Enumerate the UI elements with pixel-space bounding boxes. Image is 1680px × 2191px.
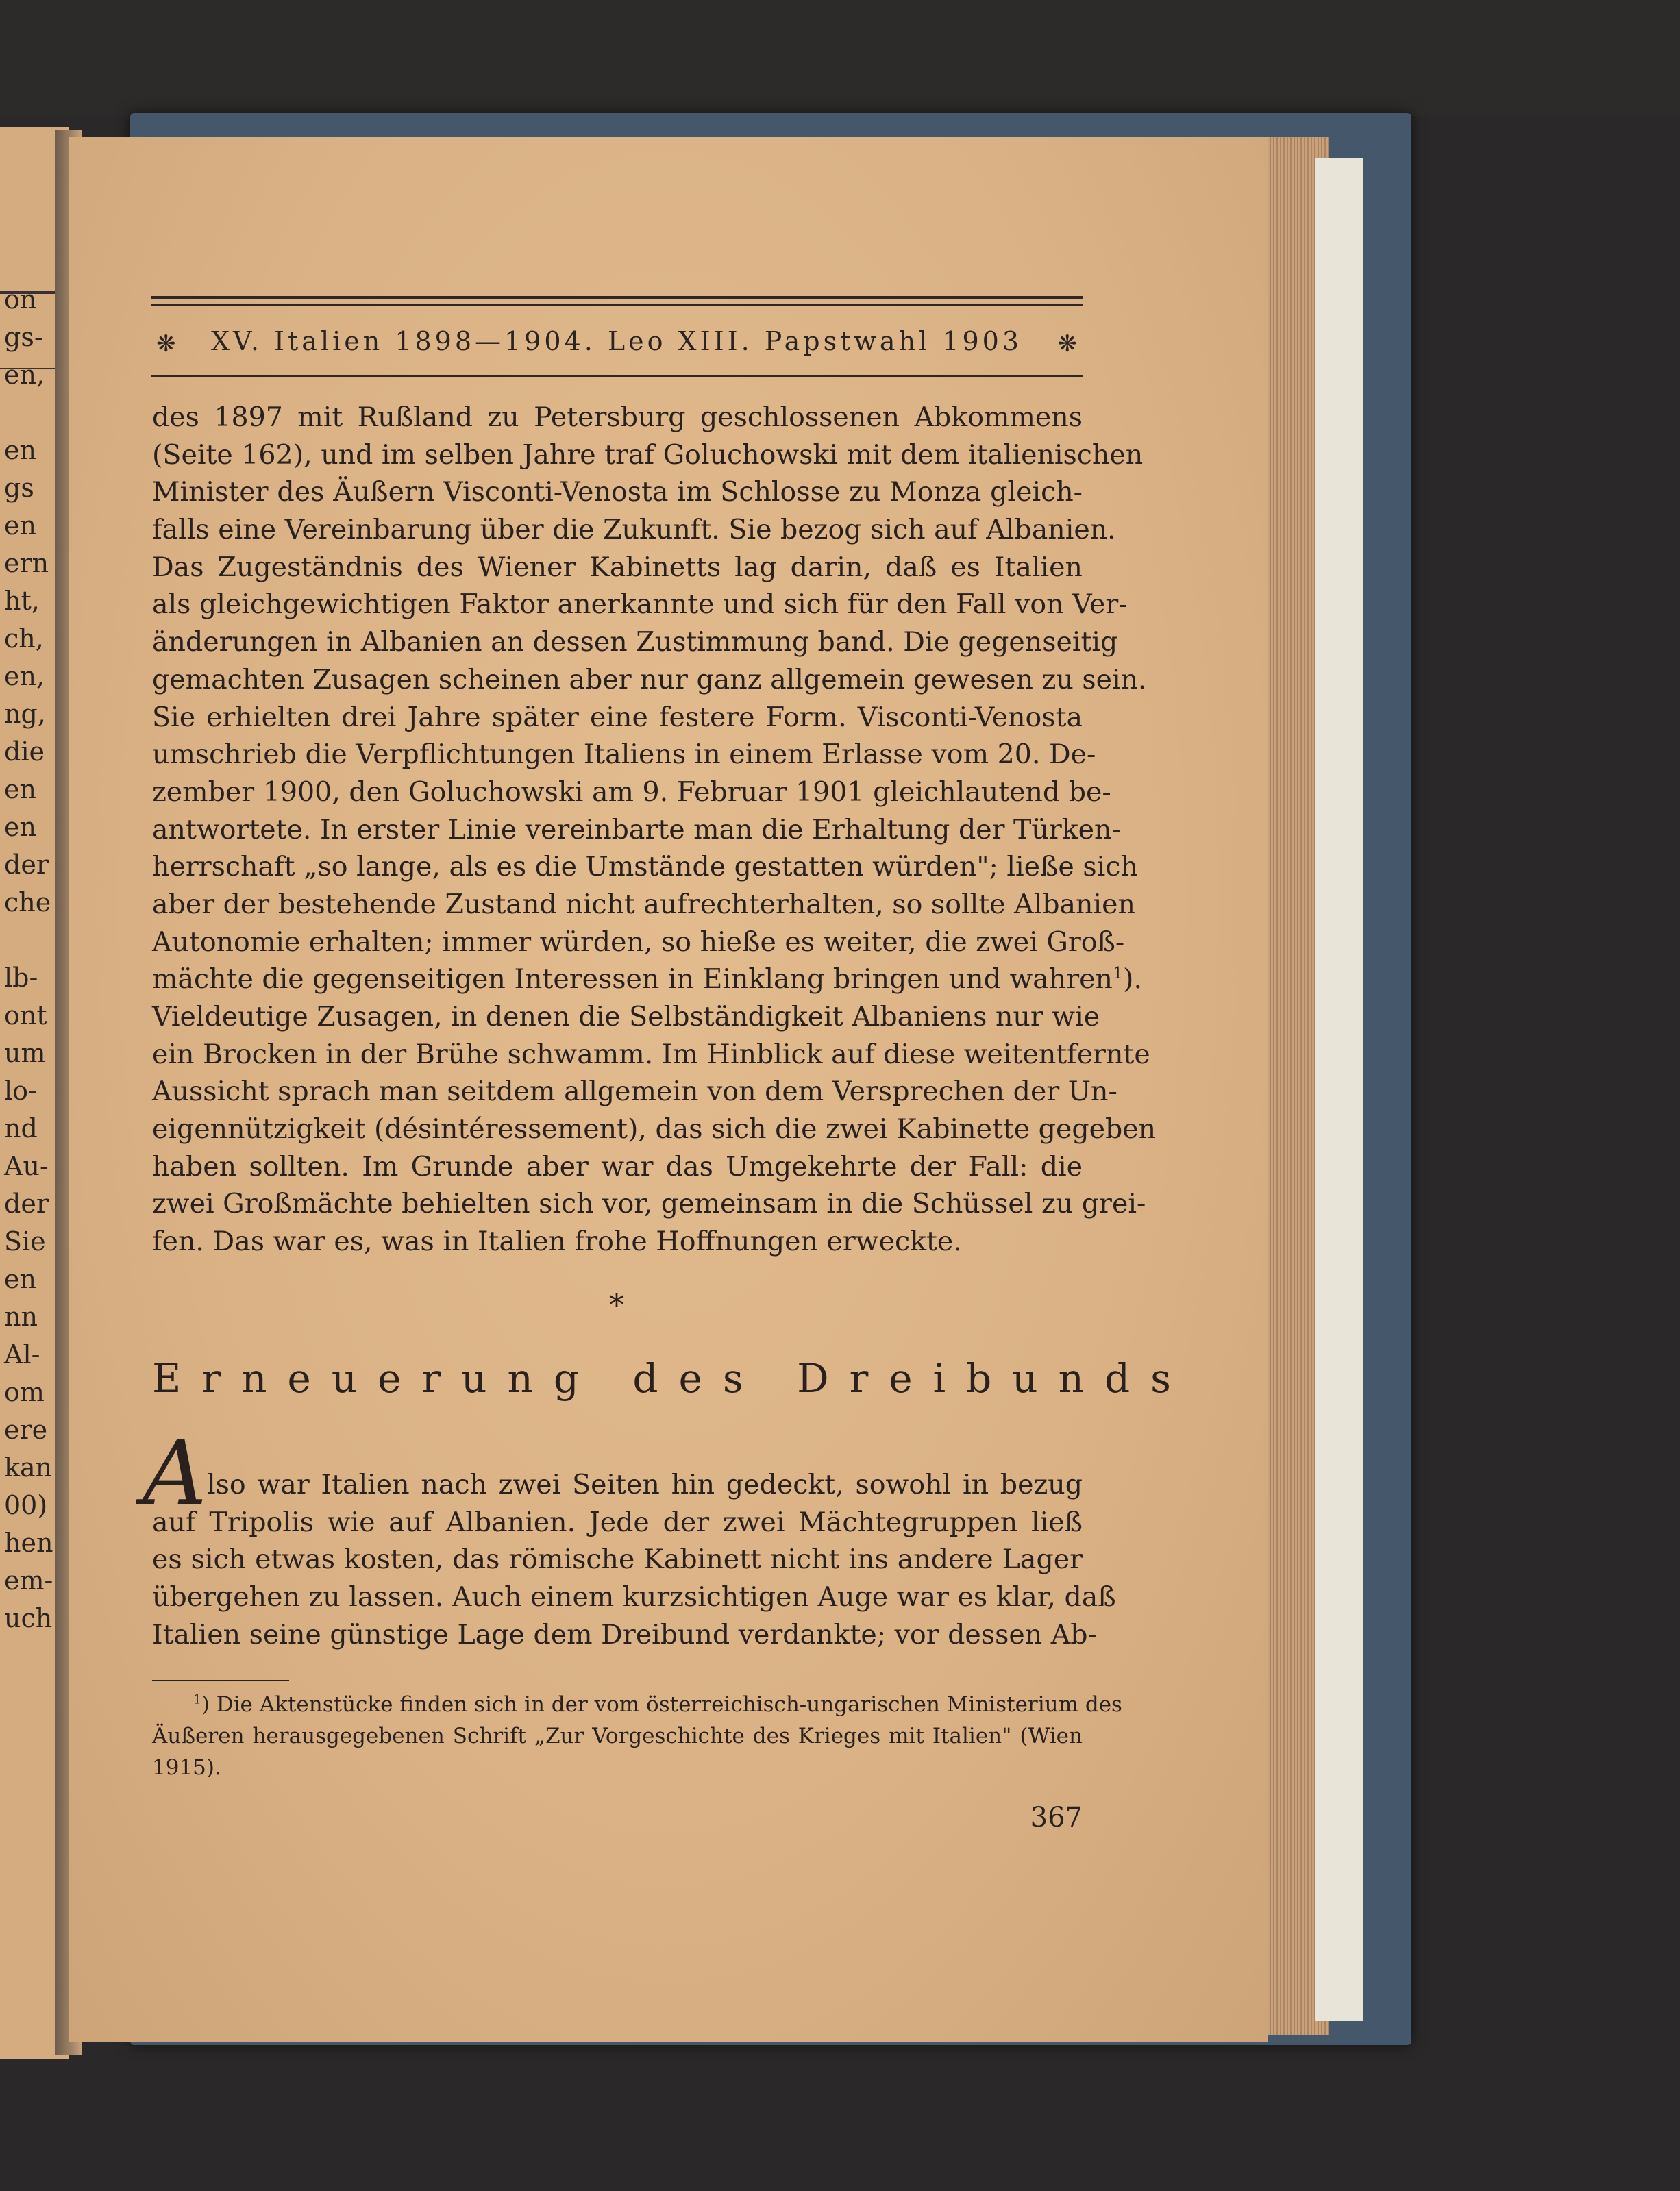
left-page-text-fragment: gs- (4, 322, 43, 352)
text-fragment: mächte die gegenseitigen Interessen in Einklang bringen und wahren (152, 963, 1113, 995)
text-line: übergehen zu lassen. Auch einem kurzsichtigen Auge war es klar, daß (152, 1581, 1116, 1613)
text-line: Vieldeutige Zusagen, in denen die Selbständigkeit Albaniens nur wie (152, 1001, 1100, 1032)
header-rule (151, 304, 1083, 306)
section-heading: Erneuerung des Dreibunds (152, 1355, 1191, 1402)
text-line: zwei Großmächte behielten sich vor, gemeinsam in die Schüssel zu grei- (152, 1188, 1146, 1220)
header-ornament-left: ❋ (156, 330, 176, 358)
left-page-text-fragment: die (4, 736, 45, 767)
left-page-text-fragment: Al- (4, 1339, 40, 1370)
text-line: fen. Das war es, was in Italien frohe Hoffnungen erweckte. (152, 1226, 962, 1258)
text-line: umschrieb die Verpflichtungen Italiens in einem Erlasse vom 20. De- (152, 739, 1096, 771)
left-page-text-fragment: uch (4, 1603, 53, 1633)
text-line: des 1897 mit Rußland zu Petersburg geschlossenen Abkommens (152, 401, 1083, 433)
footnote-line: Äußeren herausgegebenen Schrift „Zur Vorgeschichte des Krieges mit Italien" (Wien (152, 1724, 1083, 1748)
running-header (151, 296, 1083, 382)
text-line: (Seite 162), und im selben Jahre traf Goluchowski mit dem italienischen (152, 438, 1144, 471)
paragraph-2 (152, 1466, 1116, 1653)
text-line: haben sollten. Im Grunde aber war das Umgekehrte der Fall: die (152, 1150, 1083, 1183)
text-line: änderungen in Albanien an dessen Zustimmung band. Die gegenseitig (152, 626, 1118, 658)
text-line: lso war Italien nach zwei Seiten hin gedeckt, sowohl in bezug (207, 1469, 1083, 1500)
left-page-text-fragment: ng, (4, 699, 46, 729)
left-page-text-fragment: en (4, 510, 36, 541)
text-line: eigennützigkeit (désintéressement), das sich die zwei Kabinette gegeben (152, 1113, 1157, 1146)
footnote-ref-suffix: ). (1123, 963, 1142, 995)
left-page-text-fragment: ch, (4, 623, 44, 654)
footnote-line (152, 1689, 1122, 1720)
left-page-text-fragment: kan (4, 1452, 53, 1483)
left-page-text-fragment: der (4, 1189, 49, 1219)
backdrop (0, 0, 1680, 116)
text-line: antwortete. In erster Linie vereinbarte man die Erhaltung der Türken- (152, 813, 1121, 845)
left-page-text-fragment: on (4, 284, 37, 314)
left-page-text-fragment: em- (4, 1565, 53, 1596)
text-line: Das Zugeständnis des Wiener Kabinetts lag darin, daß es Italien (152, 551, 1083, 583)
footnote-line: 1915). (152, 1755, 221, 1780)
left-page-text-fragment: ht, (4, 586, 40, 616)
text-line: Autonomie erhalten; immer würden, so hieße es weiter, die zwei Groß- (152, 926, 1125, 958)
paragraph-1 (152, 399, 1157, 1261)
section-divider-star: * (609, 1288, 624, 1323)
left-page-text-fragment: en (4, 812, 36, 842)
text-line: herrschaft „so lange, als es die Umstände gestatten würden"; ließe sich (152, 851, 1138, 883)
left-page-text-fragment: hen (4, 1528, 53, 1558)
text-line: Italien seine günstige Lage dem Dreibund verdankte; vor dessen Ab- (152, 1618, 1097, 1650)
left-page-text-fragment: gs (4, 473, 34, 503)
text-line: es sich etwas kosten, das römische Kabinett nicht ins andere Lager (152, 1544, 1083, 1576)
header-rule (151, 296, 1083, 299)
left-page-text-fragment: Au- (4, 1151, 49, 1181)
text-line: Sie erhielten drei Jahre später eine festere Form. Visconti-Venosta (152, 701, 1083, 733)
left-page-text-fragment: ere (4, 1415, 48, 1445)
left-page-text-fragment: en (4, 435, 36, 465)
left-page-text-fragment: ont (4, 1000, 47, 1030)
left-page-text-fragment: en (4, 774, 36, 804)
text-line: ein Brocken in der Brühe schwamm. Im Hinblick auf diese weitentfernte (152, 1038, 1150, 1070)
left-page-text-fragment: lb- (4, 963, 38, 993)
left-page-text-fragment: en (4, 1264, 36, 1294)
left-page-text-fragment: en, (4, 360, 45, 390)
drop-cap: A (143, 1421, 207, 1525)
left-page-text-fragment: nd (4, 1113, 38, 1143)
left-page-text-fragment: der (4, 850, 49, 880)
footnote-marker: 1 (193, 1692, 201, 1707)
left-page-text-fragment: lo- (4, 1076, 37, 1106)
page-stack-edge (1315, 158, 1363, 2021)
text-line: Aussicht sprach man seitdem allgemein von dem Versprechen der Un- (152, 1076, 1117, 1108)
left-page-text-fragment: che (4, 887, 51, 917)
text-line: aber der bestehende Zustand nicht aufrechterhalten, so sollte Albanien (152, 888, 1135, 920)
text-line: falls eine Vereinbarung über die Zukunft. Sie bezog sich auf Albanien. (152, 514, 1116, 546)
header-rule (151, 375, 1083, 377)
left-page-text-fragment: Sie (4, 1226, 46, 1257)
left-page-text-fragment: en, (4, 661, 45, 691)
text-line: auf Tripolis wie auf Albanien. Jede der zwei Mächtegruppen ließ (152, 1506, 1083, 1538)
footnote-text: ) Die Aktenstücke finden sich in der vom österreichisch-ungarischen Ministerium des (201, 1692, 1122, 1717)
footnote-ref: 1 (1112, 963, 1124, 983)
text-line: zember 1900, den Goluchowski am 9. Februar 1901 gleichlautend be- (152, 776, 1111, 808)
page-number: 367 (1030, 1802, 1083, 1833)
text-line: gemachten Zusagen scheinen aber nur ganz allgemein gewesen zu sein. (152, 663, 1147, 695)
left-page-text-fragment: nn (4, 1302, 38, 1332)
header-title: XV. Italien 1898—1904. Leo XIII. Papstwahl 1903 (211, 326, 1022, 356)
header-ornament-right: ❋ (1057, 330, 1077, 358)
left-page-text-fragment: om (4, 1377, 45, 1407)
text-line: als gleichgewichtigen Faktor anerkannte und sich für den Fall von Ver- (152, 589, 1128, 621)
text-line: Minister des Äußern Visconti-Venosta im Schlosse zu Monza gleich- (152, 476, 1083, 508)
left-page-text-fragment: um (4, 1038, 46, 1068)
footnote (152, 1689, 1122, 1783)
left-page-text-fragment: 00) (4, 1490, 48, 1520)
text-line-with-footnote (152, 961, 1142, 998)
footnote-rule (152, 1680, 289, 1681)
left-page-text-fragment: ern (4, 548, 49, 578)
